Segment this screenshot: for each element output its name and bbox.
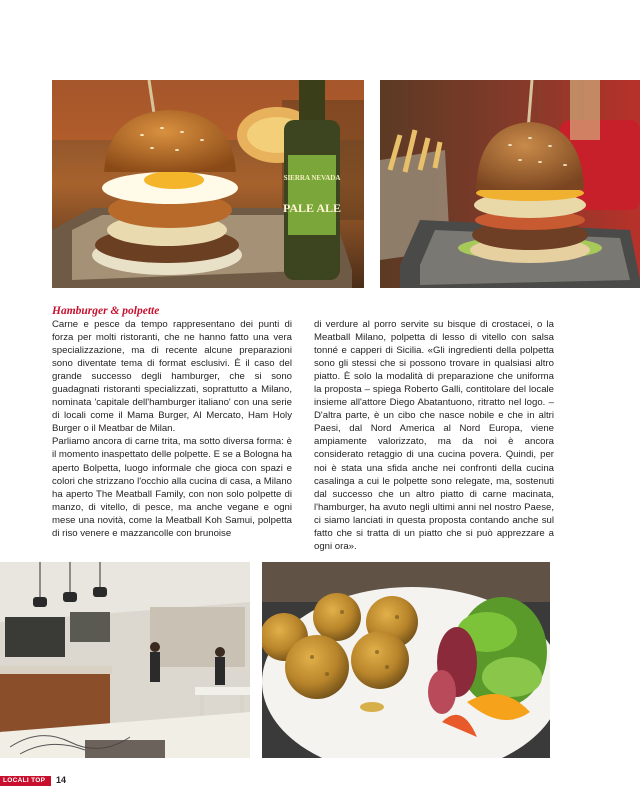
article-column-left — [52, 318, 292, 540]
article-paragraph: Carne e pesce da tempo rappresentano dei punti di forza per molti ristoranti, che ne hanno fatto una vera specializzazione, ma di recente alcune preparazioni sono diventate tema di format esclusivi. È il caso del grande successo degli hamburger, che si sono guadagnati ristoranti specializzati, soprattutto a Milano, nominata 'capitale dell'hamburger italiano' con una serie di locali come il Mama Burger, Al Mercato, Ham Holy Burger o il Meatbar de Milan. — [52, 319, 292, 435]
photo-burger-with-fries — [380, 80, 640, 288]
beer-label-style: PALE ALE — [282, 201, 342, 215]
photo-restaurant-interior — [0, 562, 250, 758]
photo-burger-with-beer — [52, 80, 364, 288]
article-title: Hamburger & polpette — [52, 305, 160, 317]
beer-label-brand: SIERRA NEVADA — [283, 174, 341, 182]
footer-section-tag: LOCALI TOP — [0, 776, 51, 786]
page-number: 14 — [56, 775, 67, 785]
article-paragraph: di verdure al porro servite su bisque di crostacei, o la Meatball Milano, polpetta di lesso di vitello con salsa tonné e capperi di Sicilia. «Gli ingredienti della polpetta sono gli stessi che si possono trovare in qualsiasi altro piatto. È solo la modalità di preparazione che uniforma la proposta – spiega Roberto Galli, contitolare del locale insieme all'attore Diego Abatantuono, ritratto nel logo. – D'altra parte, è un cibo che nasce nobile e che in altri Paesi, dal Nord America al Nord Europa, viene ampiamente valorizzato, ma da noi è ancora considerato retaggio di una cucina povera. Quindi, per noi è stata una sfida anche nei confronti della cucina casalinga a cui le polpette sono relegate, ma, sostenuti dal successo che un altro piatto di carne macinata, l'hamburger, ha avuto negli ultimi anni nel nostro Paese, ci siamo lanciati in questa proposta contando anche sul fatto che si tratta di un piatto che si può apprezzare a ogni ora». — [314, 319, 554, 552]
photo-polpette-salad — [262, 562, 550, 758]
article-paragraph: Parliamo ancora di carne trita, ma sotto diversa forma: è il momento inaspettato delle polpette. E se a Bologna ha aperto Bolpetta, luogo informale che gioca con spazi e colori che strizzano l'occhio alla cucina di casa, a Milano ha aperto The Meatball Family, con non solo polpette di manzo, di vitello, di pesce, ma anche vegane e ogni mese una novità, come la Meatball Koh Samui, polpetta di riso venere e mazzancolle con brunoise — [52, 436, 293, 539]
article-column-right — [314, 318, 554, 553]
